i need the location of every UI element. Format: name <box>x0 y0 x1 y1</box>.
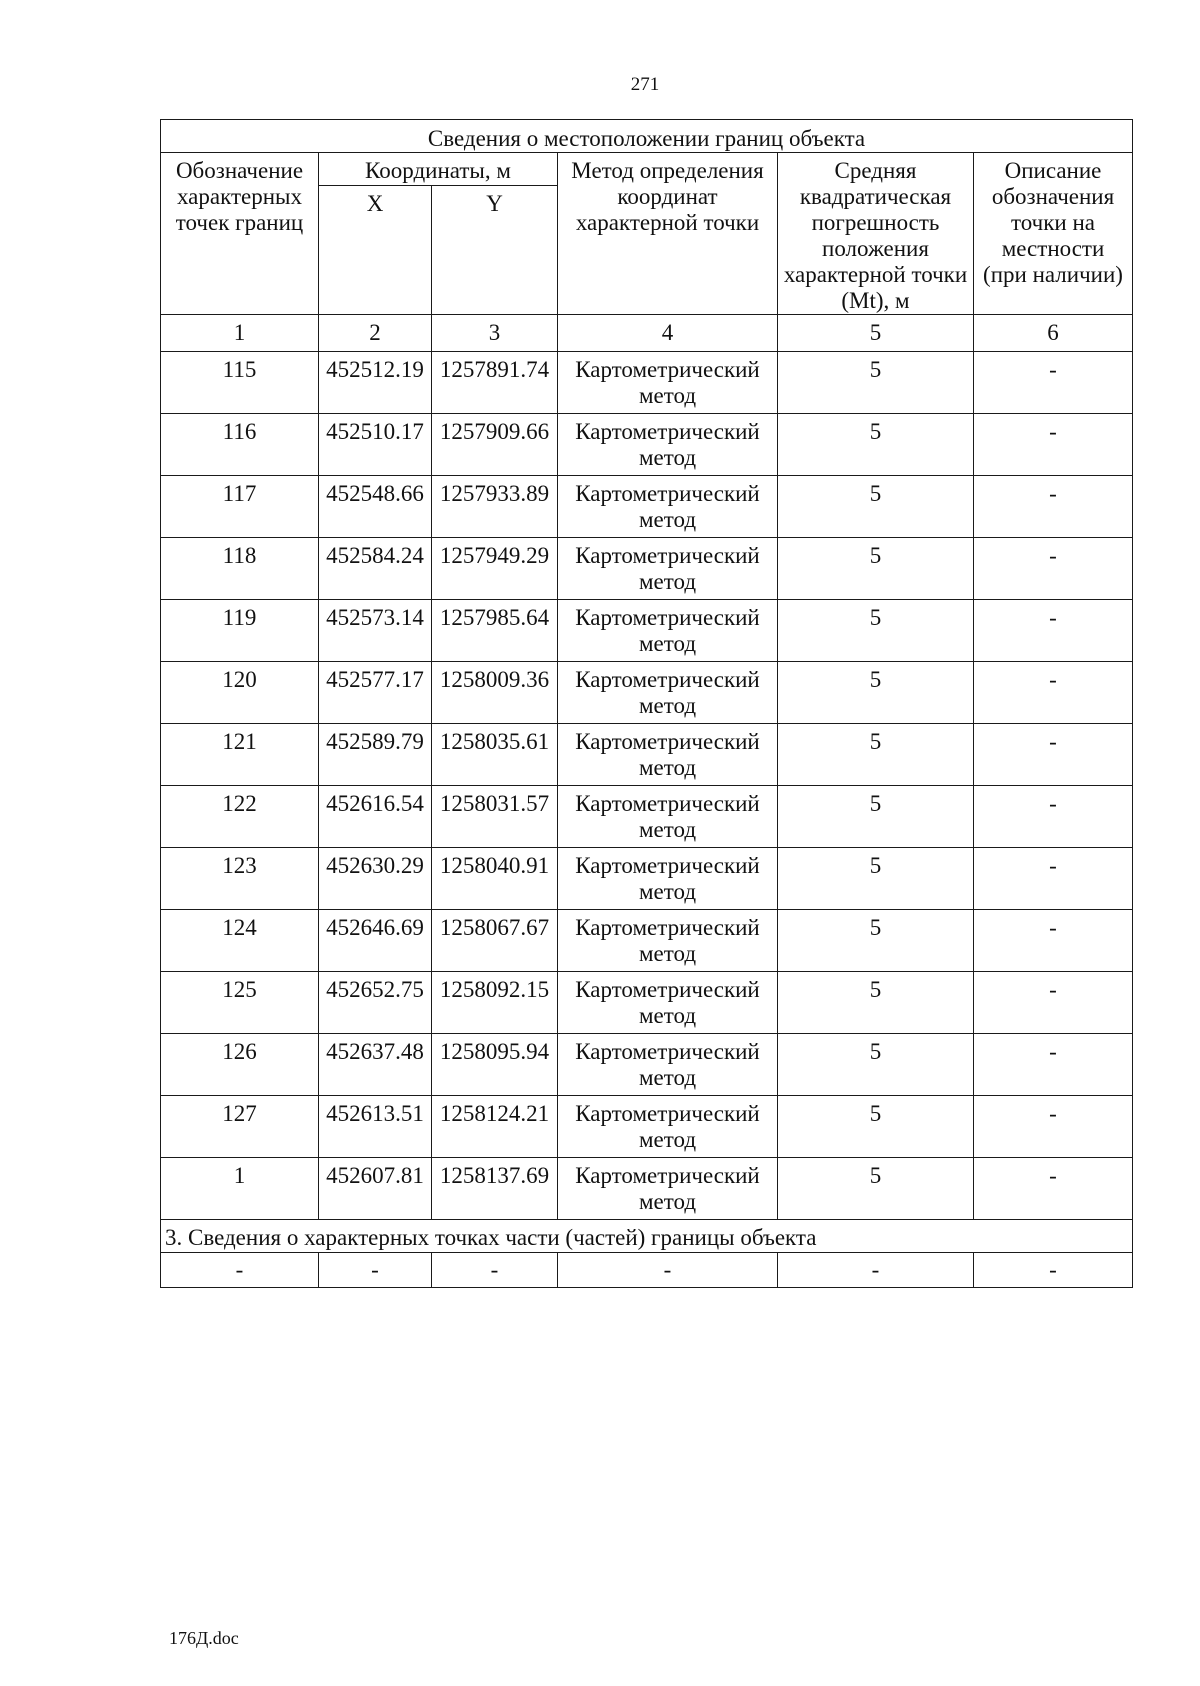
point-id-cell: 125 <box>161 972 319 1034</box>
description-cell: - <box>974 538 1133 600</box>
y-coordinate-cell: 1258124.21 <box>432 1096 558 1158</box>
section-3-title: 3. Сведения о характерных точках части (частей) границы объекта <box>161 1220 1133 1253</box>
point-id-cell: 1 <box>161 1158 319 1220</box>
column-number: 1 <box>161 315 319 352</box>
description-cell: - <box>974 1034 1133 1096</box>
error-cell: 5 <box>778 352 974 414</box>
point-id-cell: 117 <box>161 476 319 538</box>
column-number: 2 <box>319 315 432 352</box>
method-cell: Картометрический метод <box>558 1158 778 1220</box>
description-cell: - <box>974 724 1133 786</box>
point-id-cell: 115 <box>161 352 319 414</box>
error-cell: 5 <box>778 972 974 1034</box>
table-title: Сведения о местоположении границ объекта <box>161 120 1133 153</box>
error-cell: 5 <box>778 1158 974 1220</box>
error-cell: 5 <box>778 538 974 600</box>
header-x: X <box>319 185 432 314</box>
x-coordinate-cell: 452548.66 <box>319 476 432 538</box>
description-cell: - <box>974 476 1133 538</box>
error-cell: 5 <box>778 910 974 972</box>
table-row <box>161 1158 1133 1220</box>
point-id-cell: 118 <box>161 538 319 600</box>
y-coordinate-cell: 1258040.91 <box>432 848 558 910</box>
error-cell: 5 <box>778 786 974 848</box>
table-row <box>161 786 1133 848</box>
boundary-points-table <box>160 119 1133 1288</box>
header-error: Средняя квадратическая погрешность положения характерной точки (Mt), м <box>778 153 974 315</box>
page-number: 271 <box>630 74 660 95</box>
x-coordinate-cell: 452573.14 <box>319 600 432 662</box>
description-cell: - <box>974 414 1133 476</box>
description-cell: - <box>974 1096 1133 1158</box>
point-id-cell: 122 <box>161 786 319 848</box>
column-number: 4 <box>558 315 778 352</box>
y-coordinate-cell: 1257949.29 <box>432 538 558 600</box>
y-coordinate-cell: 1258137.69 <box>432 1158 558 1220</box>
table-row <box>161 538 1133 600</box>
section-3-row <box>161 1253 1133 1288</box>
y-coordinate-cell: 1258092.15 <box>432 972 558 1034</box>
x-coordinate-cell: 452589.79 <box>319 724 432 786</box>
column-number: 3 <box>432 315 558 352</box>
table-row <box>161 662 1133 724</box>
point-id-cell: 124 <box>161 910 319 972</box>
section-3-cell: - <box>778 1253 974 1288</box>
method-cell: Картометрический метод <box>558 1096 778 1158</box>
x-coordinate-cell: 452646.69 <box>319 910 432 972</box>
description-cell: - <box>974 600 1133 662</box>
y-coordinate-cell: 1257909.66 <box>432 414 558 476</box>
y-coordinate-cell: 1258095.94 <box>432 1034 558 1096</box>
column-number: 6 <box>974 315 1133 352</box>
y-coordinate-cell: 1258067.67 <box>432 910 558 972</box>
point-id-cell: 126 <box>161 1034 319 1096</box>
x-coordinate-cell: 452613.51 <box>319 1096 432 1158</box>
method-cell: Картометрический метод <box>558 848 778 910</box>
section-3-cell: - <box>432 1253 558 1288</box>
point-id-cell: 116 <box>161 414 319 476</box>
point-id-cell: 127 <box>161 1096 319 1158</box>
x-coordinate-cell: 452630.29 <box>319 848 432 910</box>
description-cell: - <box>974 662 1133 724</box>
point-id-cell: 123 <box>161 848 319 910</box>
error-cell: 5 <box>778 724 974 786</box>
header-coordinates: Координаты, м <box>319 153 558 186</box>
method-cell: Картометрический метод <box>558 414 778 476</box>
x-coordinate-cell: 452616.54 <box>319 786 432 848</box>
table-row <box>161 414 1133 476</box>
description-cell: - <box>974 786 1133 848</box>
section-3-cell: - <box>974 1253 1133 1288</box>
description-cell: - <box>974 972 1133 1034</box>
header-designation: Обозначение характерных точек границ <box>161 153 319 315</box>
table-row <box>161 848 1133 910</box>
x-coordinate-cell: 452607.81 <box>319 1158 432 1220</box>
error-cell: 5 <box>778 662 974 724</box>
method-cell: Картометрический метод <box>558 600 778 662</box>
y-coordinate-cell: 1258009.36 <box>432 662 558 724</box>
table-row <box>161 1096 1133 1158</box>
point-id-cell: 121 <box>161 724 319 786</box>
y-coordinate-cell: 1258035.61 <box>432 724 558 786</box>
footer-filename: 176Д.doc <box>169 1628 239 1648</box>
header-y: Y <box>432 185 558 314</box>
method-cell: Картометрический метод <box>558 972 778 1034</box>
description-cell: - <box>974 848 1133 910</box>
point-id-cell: 119 <box>161 600 319 662</box>
y-coordinate-cell: 1257933.89 <box>432 476 558 538</box>
table-row <box>161 476 1133 538</box>
error-cell: 5 <box>778 476 974 538</box>
y-coordinate-cell: 1257891.74 <box>432 352 558 414</box>
header-description: Описание обозначения точки на местности (при наличии) <box>974 153 1133 315</box>
x-coordinate-cell: 452512.19 <box>319 352 432 414</box>
error-cell: 5 <box>778 600 974 662</box>
table-row <box>161 724 1133 786</box>
method-cell: Картометрический метод <box>558 538 778 600</box>
column-number-row <box>161 315 1133 352</box>
column-number: 5 <box>778 315 974 352</box>
method-cell: Картометрический метод <box>558 352 778 414</box>
method-cell: Картометрический метод <box>558 476 778 538</box>
error-cell: 5 <box>778 414 974 476</box>
description-cell: - <box>974 352 1133 414</box>
error-cell: 5 <box>778 848 974 910</box>
x-coordinate-cell: 452510.17 <box>319 414 432 476</box>
error-cell: 5 <box>778 1096 974 1158</box>
section-3-cell: - <box>319 1253 432 1288</box>
point-id-cell: 120 <box>161 662 319 724</box>
y-coordinate-cell: 1258031.57 <box>432 786 558 848</box>
x-coordinate-cell: 452577.17 <box>319 662 432 724</box>
section-3-cell: - <box>161 1253 319 1288</box>
header-method: Метод определения координат характерной точки <box>558 153 778 315</box>
table-row <box>161 352 1133 414</box>
method-cell: Картометрический метод <box>558 910 778 972</box>
table-row <box>161 1034 1133 1096</box>
method-cell: Картометрический метод <box>558 724 778 786</box>
table-row <box>161 600 1133 662</box>
method-cell: Картометрический метод <box>558 662 778 724</box>
x-coordinate-cell: 452637.48 <box>319 1034 432 1096</box>
table-row <box>161 910 1133 972</box>
method-cell: Картометрический метод <box>558 786 778 848</box>
method-cell: Картометрический метод <box>558 1034 778 1096</box>
section-3-cell: - <box>558 1253 778 1288</box>
description-cell: - <box>974 1158 1133 1220</box>
y-coordinate-cell: 1257985.64 <box>432 600 558 662</box>
description-cell: - <box>974 910 1133 972</box>
table-row <box>161 972 1133 1034</box>
x-coordinate-cell: 452584.24 <box>319 538 432 600</box>
x-coordinate-cell: 452652.75 <box>319 972 432 1034</box>
error-cell: 5 <box>778 1034 974 1096</box>
